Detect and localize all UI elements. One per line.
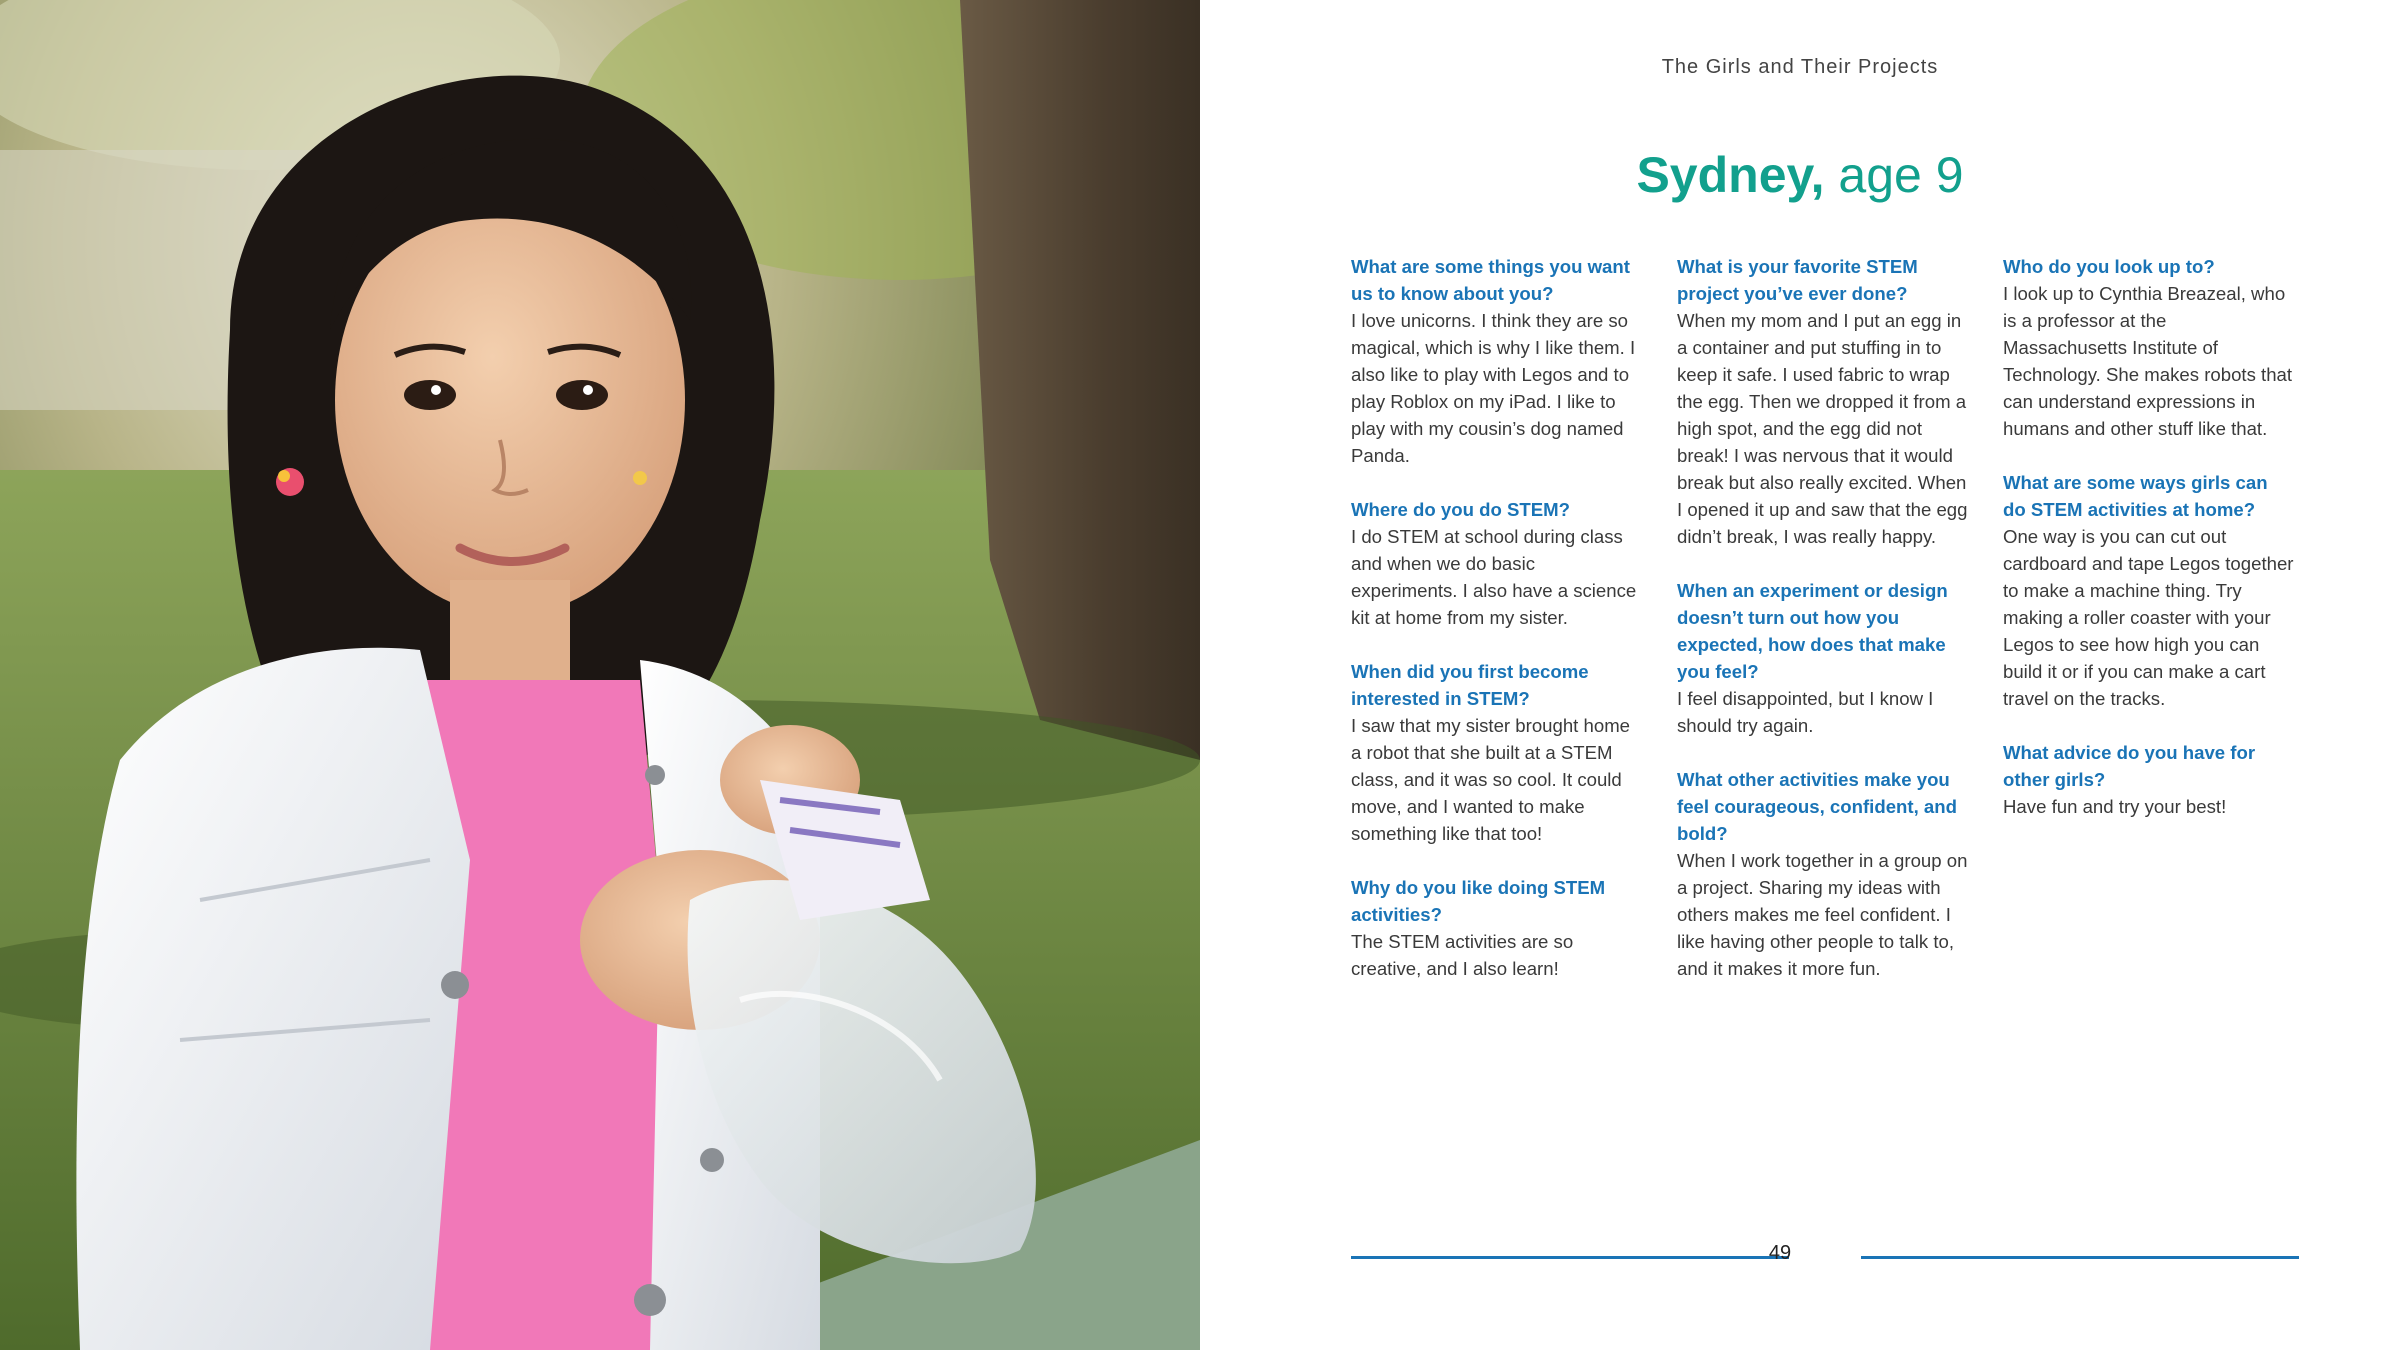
qa-item — [2003, 469, 2295, 712]
page-title — [1200, 146, 2400, 204]
question: What is your favorite STEM project you’ve ever done? — [1677, 256, 1918, 304]
question: Why do you like doing STEM activities? — [1351, 877, 1606, 925]
qa-item — [1677, 253, 1969, 550]
answer: One way is you can cut out cardboard and tape Legos together to make a machine thing. Try making a roller coaster with your Legos to see how high you can build it or if you can make a cart travel on the tracks. — [2003, 526, 2294, 709]
question: What are some things you want us to know about you? — [1351, 256, 1630, 304]
answer: When I work together in a group on a project. Sharing my ideas with others makes me feel confident. I like having other people to talk to, and it makes it more fun. — [1677, 850, 1968, 979]
qa-item — [2003, 253, 2295, 442]
title-age: age 9 — [1838, 147, 1964, 203]
answer: I saw that my sister brought home a robot that she built at a STEM class, and it was so cool. It could move, and I wanted to make something like that too! — [1351, 715, 1631, 844]
footer-rule-right — [1861, 1256, 2299, 1259]
question: What are some ways girls can do STEM activities at home? — [2003, 472, 2268, 520]
qa-column-3 — [2003, 253, 2295, 847]
qa-item — [1351, 658, 1643, 847]
qa-column-2 — [1677, 253, 1969, 1009]
question: When an experiment or design doesn’t turn out how you expected, how does that make you feel? — [1677, 580, 1948, 682]
answer: When my mom and I put an egg in a container and put stuffing in to keep it safe. I used fabric to wrap the egg. Then we dropped it from a high spot, and the egg did not break! I was nervous that it would break but also really excited. When I opened it up and saw that the egg didn’t break, I was really happy. — [1677, 310, 1968, 547]
qa-item — [1351, 496, 1643, 631]
answer: I look up to Cynthia Breazeal, who is a professor at the Massachusetts Institute of Technology. She makes robots that can understand expressions in humans and other stuff like that. — [2003, 283, 2293, 439]
question: What other activities make you feel courageous, confident, and bold? — [1677, 769, 1957, 844]
answer: I feel disappointed, but I know I should try again. — [1677, 688, 1934, 736]
title-name: Sydney, — [1636, 147, 1825, 203]
question: Who do you look up to? — [2003, 256, 2215, 277]
footer-rule-left — [1351, 1256, 1789, 1259]
section-header: The Girls and Their Projects — [1661, 56, 1939, 78]
qa-item — [1351, 874, 1643, 982]
answer: I love unicorns. I think they are so magical, which is why I like them. I also like to play with Legos and to play Roblox on my iPad. I like to play with my cousin’s dog named Panda. — [1351, 310, 1636, 466]
qa-item — [1351, 253, 1643, 469]
question: When did you first become interested in STEM? — [1351, 661, 1589, 709]
page-number: 49 — [1768, 1242, 1792, 1264]
answer: The STEM activities are so creative, and I also learn! — [1351, 931, 1574, 979]
answer: Have fun and try your best! — [2003, 796, 2227, 817]
qa-item — [1677, 766, 1969, 982]
article-page — [1200, 0, 2400, 1350]
qa-item — [1677, 577, 1969, 739]
question: Where do you do STEM? — [1351, 499, 1570, 520]
qa-item — [2003, 739, 2295, 820]
question: What advice do you have for other girls? — [2003, 742, 2256, 790]
qa-column-1 — [1351, 253, 1643, 1009]
answer: I do STEM at school during class and when we do basic experiments. I also have a science kit at home from my sister. — [1351, 526, 1637, 628]
